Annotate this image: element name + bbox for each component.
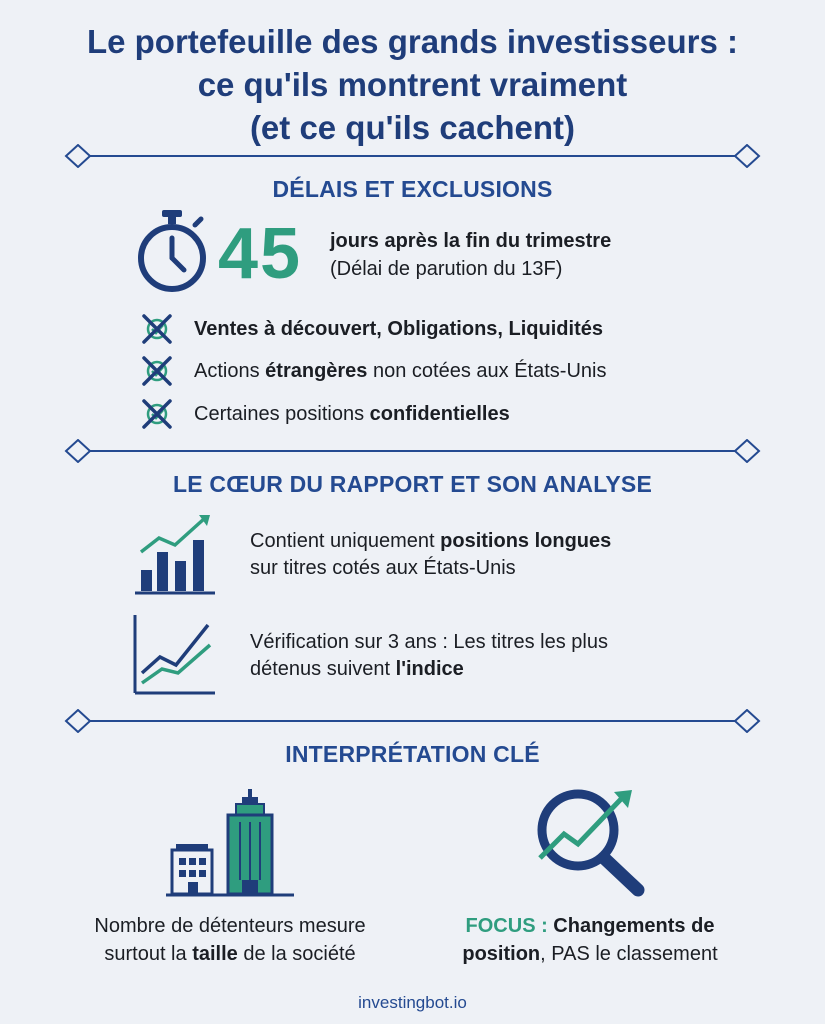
- footer-brand: investingbot.io: [358, 993, 467, 1012]
- caption-focus: FOCUS : Changements de position, PAS le classement: [462, 915, 718, 965]
- crossed-check-icon: [140, 312, 174, 346]
- section-divider: [52, 144, 773, 168]
- magnifier-trend-icon: [530, 782, 650, 898]
- exclusion-text: Actions étrangères non cotées aux États-Unis: [194, 359, 607, 382]
- section-divider: [52, 439, 773, 463]
- days-sublabel: (Délai de parution du 13F): [330, 258, 563, 280]
- stopwatch-icon: [134, 208, 210, 294]
- days-label: jours après la fin du trimestre: [330, 230, 612, 252]
- section-heading-delays: DÉLAIS ET EXCLUSIONS: [272, 176, 553, 202]
- crossed-check-icon: [140, 397, 174, 431]
- exclusion-text: Ventes à découvert, Obligations, Liquidités: [194, 317, 603, 340]
- title-line-1: Le portefeuille des grands investisseurs :: [86, 23, 739, 60]
- section-divider: [52, 709, 773, 733]
- feature-index-check: Vérification sur 3 ans : Les titres les plus détenus suivent l'indice: [250, 631, 608, 680]
- days-number: 45: [218, 214, 303, 294]
- exclusion-text: Certaines positions confidentielles: [194, 402, 510, 425]
- caption-holders-size: Nombre de détenteurs mesure surtout la taille de la société: [94, 915, 366, 965]
- exclusion-item: [140, 352, 606, 390]
- section-heading-core: LE CŒUR DU RAPPORT ET SON ANALYSE: [173, 471, 652, 497]
- line-chart-icon: [130, 613, 218, 697]
- feature-long-positions: Contient uniquement positions longues sur titres cotés aux États-Unis: [250, 530, 612, 579]
- exclusion-item: [140, 310, 603, 348]
- crossed-check-icon: [140, 354, 174, 388]
- section-heading-interpretation: INTERPRÉTATION CLÉ: [285, 741, 540, 767]
- bar-chart-growth-icon: [133, 512, 217, 596]
- exclusion-item: [140, 395, 510, 433]
- title-line-2: ce qu'ils montrent vraiment: [197, 66, 628, 103]
- page-title: [0, 20, 825, 149]
- title-line-3: (et ce qu'ils cachent): [249, 109, 576, 146]
- buildings-icon: [166, 788, 296, 898]
